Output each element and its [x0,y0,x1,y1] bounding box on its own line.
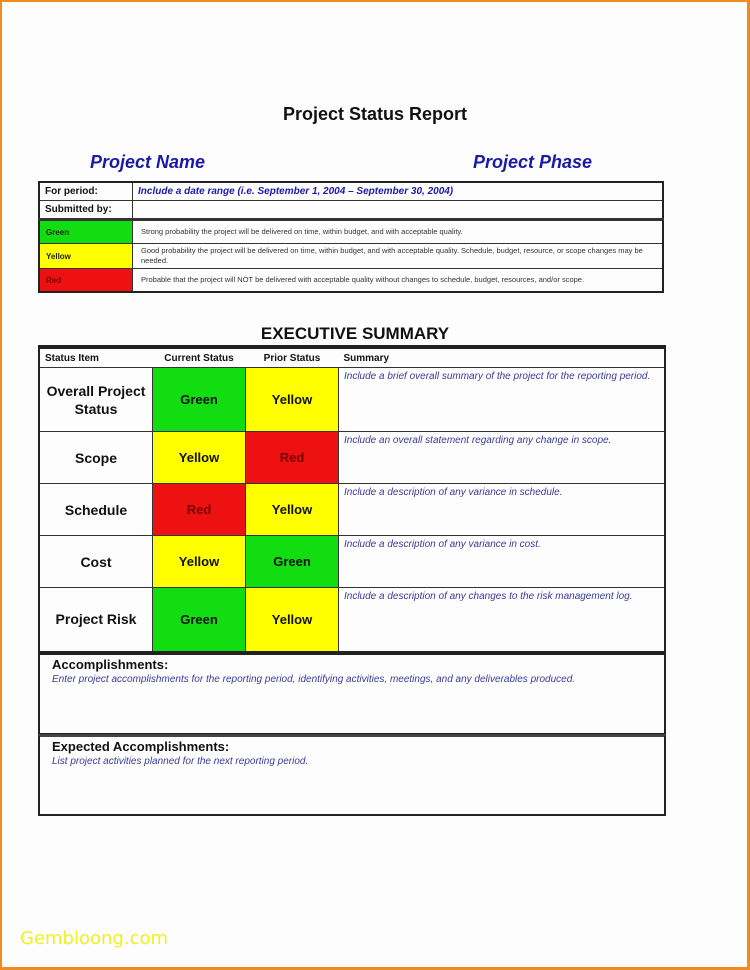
period-label: For period: [39,182,133,201]
table-row [39,432,665,484]
info-table [38,181,664,293]
header-row [39,347,665,368]
period-value[interactable]: Include a date range (i.e. September 1, 2004 – September 30, 2004) [133,182,664,201]
legend-desc-yellow: Good probability the project will be delivered on time, within budget, and with acceptable quality. Schedule, budget, resource, or scope changes may be needed. [133,244,664,269]
accomplishments-section[interactable] [38,653,666,735]
legend-key-yellow: Yellow [39,244,133,269]
legend-row-red [39,269,663,293]
watermark: Gembloong.com [20,928,169,949]
table-row [39,588,665,652]
project-name: Project Name [90,152,206,172]
submitted-label: Submitted by: [39,201,133,220]
executive-summary-table [38,345,666,653]
legend-row-green [39,220,663,244]
prior-status[interactable]: Yellow [246,484,339,536]
status-item: Scope [39,432,153,484]
current-status[interactable]: Yellow [153,432,246,484]
summary-text[interactable]: Include a description of any variance in cost. [339,536,666,588]
document-title: Project Status Report [282,104,468,124]
period-row [39,182,663,201]
prior-status[interactable]: Yellow [246,588,339,652]
accomplishments-heading: Accomplishments: [52,657,169,672]
expected-accomplishments-heading: Expected Accomplishments: [52,739,230,754]
status-item: Overall Project Status [39,368,153,432]
submitted-value[interactable] [133,201,664,220]
legend-desc-red: Probable that the project will NOT be delivered with acceptable quality without changes to schedule, budget, resources, and/or scope. [133,269,664,293]
status-item: Project Risk [39,588,153,652]
prior-status[interactable]: Green [246,536,339,588]
summary-text[interactable]: Include a description of any variance in schedule. [339,484,666,536]
header-prior-status: Prior Status [246,347,339,368]
table-row [39,536,665,588]
summary-text[interactable]: Include a brief overall summary of the project for the reporting period. [339,368,666,432]
accomplishments-text[interactable]: Enter project accomplishments for the reporting period, identifying activities, meetings, and any deliverables produced. [52,674,576,685]
current-status[interactable]: Green [153,588,246,652]
legend-key-red: Red [39,269,133,293]
header-status-item: Status Item [39,347,153,368]
current-status[interactable]: Red [153,484,246,536]
status-item: Cost [39,536,153,588]
prior-status[interactable]: Red [246,432,339,484]
project-phase: Project Phase [473,152,593,172]
prior-status[interactable]: Yellow [246,368,339,432]
summary-text[interactable]: Include an overall statement regarding any change in scope. [339,432,666,484]
submitted-row [39,201,663,220]
expected-accomplishments-section[interactable] [38,734,666,816]
status-item: Schedule [39,484,153,536]
current-status[interactable]: Green [153,368,246,432]
current-status[interactable]: Yellow [153,536,246,588]
header-summary: Summary [339,347,666,368]
legend-row-yellow [39,244,663,269]
summary-text[interactable]: Include a description of any changes to the risk management log. [339,588,666,652]
legend-key-green: Green [39,220,133,244]
table-row [39,368,665,432]
legend-desc-green: Strong probability the project will be delivered on time, within budget, and with acceptable quality. [133,220,664,244]
expected-accomplishments-text[interactable]: List project activities planned for the next reporting period. [52,756,309,767]
executive-summary-title: EXECUTIVE SUMMARY [260,324,450,343]
table-row [39,484,665,536]
header-current-status: Current Status [153,347,246,368]
